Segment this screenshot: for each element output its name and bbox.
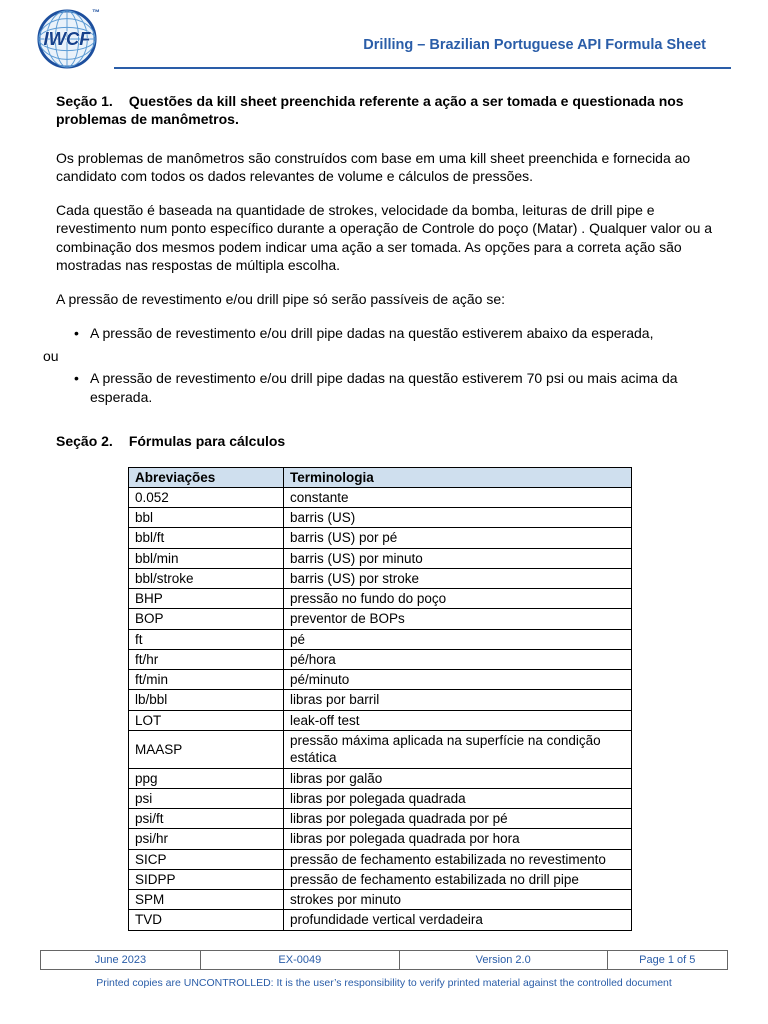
table-row <box>129 528 632 548</box>
table-row <box>129 609 632 629</box>
abbreviation-cell: LOT <box>129 710 284 730</box>
terminology-cell: preventor de BOPs <box>284 609 632 629</box>
table-row <box>129 548 632 568</box>
table-row <box>129 910 632 930</box>
bullet-icon: • <box>74 370 79 387</box>
table-row <box>129 731 632 769</box>
trademark-symbol: ™ <box>92 8 100 17</box>
table-row <box>129 788 632 808</box>
table-row <box>129 629 632 649</box>
abbreviation-cell: SICP <box>129 849 284 869</box>
terminology-cell: pressão no fundo do poço <box>284 589 632 609</box>
abbreviation-cell: bbl <box>129 508 284 528</box>
bullet-icon: • <box>74 325 79 342</box>
table-row <box>129 649 632 669</box>
table-row <box>129 487 632 507</box>
terminology-cell: pressão de fechamento estabilizada no drill pipe <box>284 869 632 889</box>
table-header-terminologia: Terminologia <box>284 467 632 487</box>
terminology-cell: profundidade vertical verdadeira <box>284 910 632 930</box>
abbreviation-cell: psi <box>129 788 284 808</box>
terminology-cell: barris (US) por pé <box>284 528 632 548</box>
table-row <box>129 710 632 730</box>
section1-heading <box>56 92 716 129</box>
abbreviation-cell: TVD <box>129 910 284 930</box>
table-row <box>129 809 632 829</box>
abbreviations-table-head <box>129 467 632 487</box>
terminology-cell: barris (US) <box>284 508 632 528</box>
abbreviation-cell: BHP <box>129 589 284 609</box>
abbreviation-cell: BOP <box>129 609 284 629</box>
table-row <box>129 890 632 910</box>
abbreviation-cell: SPM <box>129 890 284 910</box>
abbreviation-cell: ft/hr <box>129 649 284 669</box>
terminology-cell: strokes por minuto <box>284 890 632 910</box>
table-header-abbreviations: Abreviações <box>129 467 284 487</box>
section2-heading-text: Fórmulas para cálculos <box>128 433 286 450</box>
table-row <box>129 670 632 690</box>
globe-icon <box>36 8 98 70</box>
table-row <box>129 869 632 889</box>
page-footer <box>40 950 728 989</box>
abbreviation-cell: MAASP <box>129 731 284 769</box>
table-row <box>129 508 632 528</box>
bullet-text: A pressão de revestimento e/ou drill pipe dadas na questão estiverem abaixo da esperada, <box>90 325 654 342</box>
abbreviation-cell: 0.052 <box>129 487 284 507</box>
document-body <box>43 92 716 931</box>
abbreviation-cell: ft/min <box>129 670 284 690</box>
terminology-cell: pressão de fechamento estabilizada no revestimento <box>284 849 632 869</box>
table-row <box>129 849 632 869</box>
terminology-cell: pé/hora <box>284 649 632 669</box>
bullet-item <box>56 369 716 406</box>
abbreviation-cell: bbl/ft <box>129 528 284 548</box>
section1-heading-text: Questões da kill sheet preenchida referente a ação a ser tomada e questionada nos problemas de manômetros. <box>56 93 684 128</box>
footer-info-bar <box>40 950 728 970</box>
terminology-cell: libras por polegada quadrada por hora <box>284 829 632 849</box>
footer-note: Printed copies are UNCONTROLLED: It is the user’s responsibility to verify printed material against the controlled document <box>96 977 672 989</box>
bullet-connector: ou <box>43 347 59 364</box>
terminology-cell: barris (US) por minuto <box>284 548 632 568</box>
terminology-cell: leak-off test <box>284 710 632 730</box>
paragraph-gauge-problems: Os problemas de manômetros são construídos com base em uma kill sheet preenchida e fornecida ao candidato com todos os dados relevantes de volume e cálculos de pressões. <box>56 149 691 185</box>
terminology-cell: pé <box>284 629 632 649</box>
iwcf-logo <box>36 8 102 76</box>
paragraph-question-basis: Cada questão é baseada na quantidade de strokes, velocidade da bomba, leituras de drill pipe e revestimento num ponto específico durante a operação de Controle do poço (Matar) . Qualquer valor ou a combinação dos mesmos podem indicar uma ação a ser tomada. As opções para a correta ação são mostradas nas respostas de múltipla escolha. <box>56 201 713 274</box>
header-divider <box>114 67 731 69</box>
paragraph-action-condition: A pressão de revestimento e/ou drill pipe só serão passíveis de ação se: <box>56 290 506 307</box>
terminology-cell: libras por galão <box>284 768 632 788</box>
abbreviation-cell: bbl/stroke <box>129 568 284 588</box>
abbreviation-cell: psi/hr <box>129 829 284 849</box>
table-row <box>129 768 632 788</box>
terminology-cell: constante <box>284 487 632 507</box>
abbreviations-table <box>128 467 632 931</box>
terminology-cell: pé/minuto <box>284 670 632 690</box>
footer-page-number: Page 1 of 5 <box>639 954 696 966</box>
footer-date: June 2023 <box>41 951 201 969</box>
terminology-cell: pressão máxima aplicada na superfície na condição estática <box>284 731 632 769</box>
terminology-cell: libras por barril <box>284 690 632 710</box>
footer-version: Version 2.0 <box>400 951 608 969</box>
table-row <box>129 690 632 710</box>
abbreviation-cell: lb/bbl <box>129 690 284 710</box>
document-title: Drilling – Brazilian Portuguese API Formula Sheet <box>363 37 706 53</box>
table-row <box>129 568 632 588</box>
abbreviations-table-body <box>129 487 632 930</box>
terminology-cell: barris (US) por stroke <box>284 568 632 588</box>
section2-heading <box>56 432 716 450</box>
bullet-item <box>56 324 716 342</box>
abbreviation-cell: SIDPP <box>129 869 284 889</box>
abbreviation-cell: psi/ft <box>129 809 284 829</box>
footer-doc-id: EX-0049 <box>201 951 400 969</box>
section1-label: Seção 1. <box>56 93 113 109</box>
logo-text: IWCF <box>43 27 91 49</box>
abbreviation-cell: ppg <box>129 768 284 788</box>
table-row <box>129 829 632 849</box>
table-row <box>129 589 632 609</box>
abbreviation-cell: bbl/min <box>129 548 284 568</box>
bullet-text: A pressão de revestimento e/ou drill pipe dadas na questão estiverem 70 psi ou mais acima da esperada. <box>90 370 678 405</box>
table-header-row <box>129 467 632 487</box>
terminology-cell: libras por polegada quadrada <box>284 788 632 808</box>
terminology-cell: libras por polegada quadrada por pé <box>284 809 632 829</box>
abbreviation-cell: ft <box>129 629 284 649</box>
section2-label: Seção 2. <box>56 433 113 450</box>
